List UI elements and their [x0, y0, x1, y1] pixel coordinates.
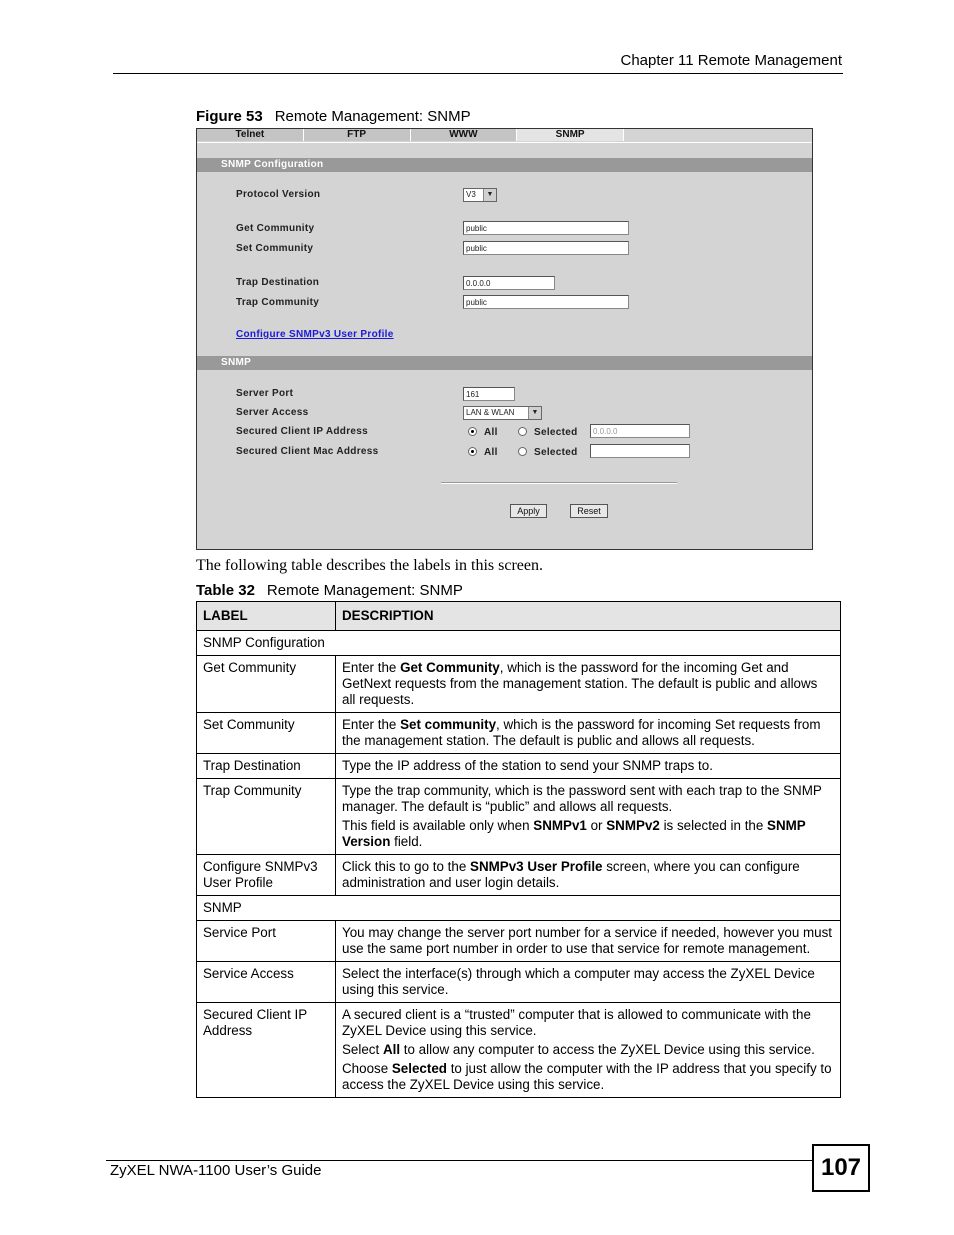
dropdown-arrow-icon: ▼ [483, 189, 496, 201]
reset-button[interactable]: Reset [570, 504, 608, 518]
get-community-label: Get Community [236, 223, 315, 234]
description-table [196, 601, 841, 1098]
row-description: A secured client is a “trusted” computer that is allowed to communicate with the ZyXEL Device using this service. Select All to allow any computer to access the ZyXEL Device using this service. Choose Selected to just allow the computer with the IP address that you specify to access the ZyXEL Device using this service. [336, 1003, 841, 1098]
ip-selected-label: Selected [534, 427, 578, 438]
protocol-version-select[interactable] [463, 188, 497, 202]
button-separator [441, 482, 677, 484]
server-access-select[interactable] [463, 406, 542, 420]
trap-destination-label: Trap Destination [236, 277, 320, 288]
row-label: Service Access [197, 962, 336, 1003]
chapter-header: Chapter 11 Remote Management [620, 52, 842, 69]
row-description: You may change the server port number for a service if needed, however you must use the same port number in order to use that service for remote management. [336, 921, 841, 962]
snmp-section-header: SNMP [197, 356, 812, 370]
configure-snmpv3-link[interactable]: Configure SNMPv3 User Profile [236, 329, 394, 340]
trap-community-label: Trap Community [236, 297, 320, 308]
row-description: Select the interface(s) through which a computer may access the ZyXEL Device using this service. [336, 962, 841, 1003]
secured-client-ip-label: Secured Client IP Address [236, 426, 368, 437]
tabs-divider [197, 142, 812, 143]
figure-label: Figure 53 [196, 108, 263, 125]
set-community-input[interactable]: public [463, 241, 629, 255]
ip-selected-radio[interactable] [518, 427, 527, 436]
table-caption [196, 582, 463, 599]
table-row [197, 1003, 841, 1098]
figure-title: Remote Management: SNMP [274, 108, 471, 125]
section-snmp-configuration: SNMP Configuration [197, 631, 841, 656]
trap-community-input[interactable]: public [463, 295, 629, 309]
footer-guide-title: ZyXEL NWA-1100 User’s Guide [110, 1162, 322, 1179]
tab-snmp[interactable]: SNMP [517, 129, 624, 141]
table-row [197, 656, 841, 713]
footer-rule [106, 1160, 813, 1161]
row-label: Secured Client IP Address [197, 1003, 336, 1098]
dropdown-arrow-icon: ▼ [528, 407, 541, 419]
row-label: Service Port [197, 921, 336, 962]
row-label: Trap Destination [197, 754, 336, 779]
table-row [197, 754, 841, 779]
tab-ftp[interactable]: FTP [304, 129, 411, 141]
tab-www[interactable]: WWW [411, 129, 518, 141]
row-description: Click this to go to the SNMPv3 User Profile screen, where you can configure administration and user login details. [336, 855, 841, 896]
table-header-row [197, 602, 841, 631]
body-paragraph: The following table describes the labels in this screen. [196, 557, 544, 574]
secured-client-mac-label: Secured Client Mac Address [236, 446, 379, 457]
snmp-configuration-header: SNMP Configuration [197, 158, 812, 172]
row-label: Trap Community [197, 779, 336, 855]
row-description: Type the IP address of the station to send your SNMP traps to. [336, 754, 841, 779]
server-port-input[interactable]: 161 [463, 387, 515, 401]
protocol-version-label: Protocol Version [236, 189, 321, 200]
set-community-label: Set Community [236, 243, 314, 254]
apply-button[interactable]: Apply [510, 504, 547, 518]
table-section-row [197, 896, 841, 921]
ip-all-label: All [484, 427, 498, 438]
get-community-input[interactable]: public [463, 221, 629, 235]
page-number: 107 [812, 1144, 870, 1192]
table-row [197, 855, 841, 896]
tab-telnet[interactable]: Telnet [197, 129, 304, 141]
mac-selected-label: Selected [534, 447, 578, 458]
row-description: Type the trap community, which is the password sent with each trap to the SNMP manager. The default is “public” and allows all requests. This field is available only when SNMPv1 or SNMPv2 is selected in the SNMP Version field. [336, 779, 841, 855]
table-label: Table 32 [196, 582, 255, 599]
server-access-value: LAN & WLAN [466, 408, 515, 417]
mac-all-radio[interactable] [468, 447, 477, 456]
row-description: Enter the Get Community, which is the password for the incoming Get and GetNext requests from the management station. The default is public and allows all requests. [336, 656, 841, 713]
row-label: Get Community [197, 656, 336, 713]
tab-bar [197, 129, 624, 141]
row-label: Set Community [197, 713, 336, 754]
table-row [197, 713, 841, 754]
ip-all-radio[interactable] [468, 427, 477, 436]
server-port-label: Server Port [236, 388, 294, 399]
mac-selected-radio[interactable] [518, 447, 527, 456]
secured-ip-input[interactable]: 0.0.0.0 [590, 424, 690, 438]
section-snmp: SNMP [197, 896, 841, 921]
table-row [197, 779, 841, 855]
table-row [197, 962, 841, 1003]
protocol-version-value: V3 [466, 190, 476, 199]
table-row [197, 921, 841, 962]
mac-all-label: All [484, 447, 498, 458]
server-access-label: Server Access [236, 407, 309, 418]
row-label: Configure SNMPv3 User Profile [197, 855, 336, 896]
secured-mac-input[interactable] [590, 444, 690, 458]
header-rule [113, 73, 843, 74]
table-title: Remote Management: SNMP [266, 582, 463, 599]
header-description: DESCRIPTION [336, 602, 841, 631]
snmp-screenshot [196, 128, 813, 550]
figure-caption [196, 108, 471, 125]
trap-destination-input[interactable]: 0.0.0.0 [463, 276, 555, 290]
header-label: LABEL [197, 602, 336, 631]
table-section-row [197, 631, 841, 656]
row-description: Enter the Set community, which is the password for incoming Set requests from the management station. The default is public and allows all requests. [336, 713, 841, 754]
